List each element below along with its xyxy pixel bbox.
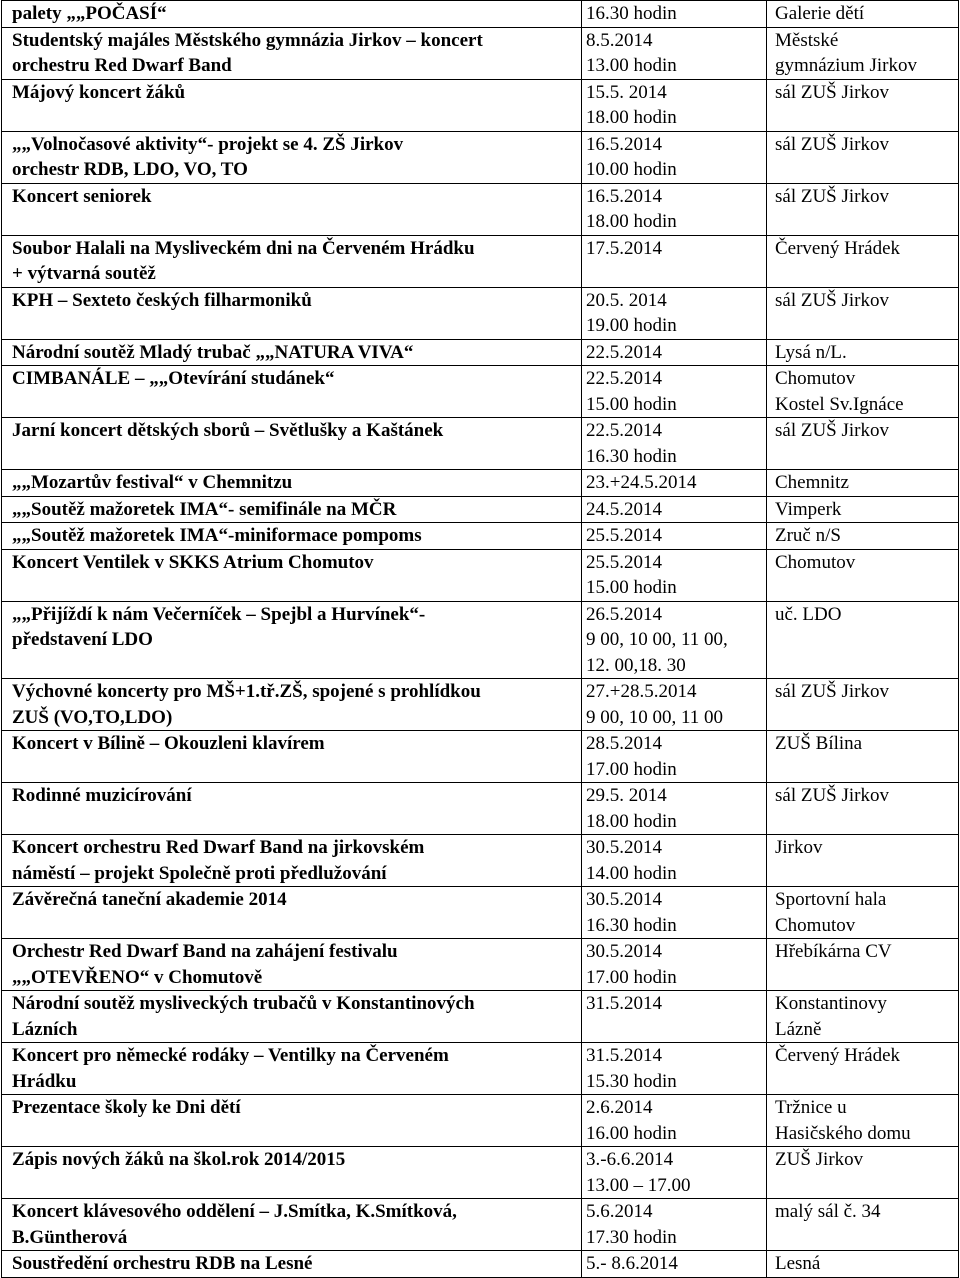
event-line: Národní soutěž Mladý trubač „„NATURA VIVA“ (12, 341, 414, 363)
date-line: 20.5. 2014 (586, 289, 667, 311)
event-cell (2, 1095, 582, 1147)
place-cell (767, 496, 959, 523)
date-cell (582, 339, 767, 366)
table-row (2, 235, 959, 287)
event-cell (2, 783, 582, 835)
date-cell (582, 235, 767, 287)
event-line: Hrádku (12, 1070, 77, 1092)
event-cell (2, 549, 582, 601)
table-row (2, 939, 959, 991)
date-cell (582, 1199, 767, 1251)
event-cell (2, 1199, 582, 1251)
place-cell (767, 887, 959, 939)
event-line: Soubor Halali na Mysliveckém dni na Červeném Hrádku (12, 237, 475, 259)
date-cell (582, 835, 767, 887)
date-cell (582, 496, 767, 523)
date-cell (582, 679, 767, 731)
event-cell (2, 496, 582, 523)
place-line: Chomutov (775, 914, 856, 936)
table-row (2, 79, 959, 131)
date-line: 13.00 – 17.00 (586, 1174, 691, 1196)
place-line: sál ZUŠ Jirkov (775, 289, 889, 311)
table-row (2, 418, 959, 470)
place-line: Chomutov (775, 551, 856, 573)
date-line: 18.00 hodin (586, 107, 677, 128)
place-cell (767, 470, 959, 497)
place-cell (767, 549, 959, 601)
event-cell (2, 418, 582, 470)
place-cell (767, 783, 959, 835)
date-line: 15.30 hodin (586, 1070, 677, 1092)
event-line: Soustředění orchestru RDB na Lesné (12, 1253, 313, 1274)
table-row (2, 496, 959, 523)
event-line: Májový koncert žáků (12, 81, 186, 103)
event-cell (2, 339, 582, 366)
place-cell (767, 1095, 959, 1147)
table-row (2, 523, 959, 550)
date-line: 5.- 8.6.2014 (586, 1253, 678, 1274)
event-line: CIMBANÁLE – „„Otevírání studánek“ (12, 368, 335, 389)
event-line: „„Mozartův festival“ v Chemnitzu (12, 472, 293, 493)
table-row (2, 1251, 959, 1278)
place-cell (767, 835, 959, 887)
event-line: Jarní koncert dětských sborů – Světlušky a Kaštánek (12, 420, 444, 441)
date-cell (582, 183, 767, 235)
place-line: Městské (775, 29, 839, 51)
place-cell (767, 131, 959, 183)
place-line: Hasičského domu (775, 1122, 911, 1144)
date-line: 31.5.2014 (586, 1045, 662, 1066)
table-row (2, 131, 959, 183)
table-row (2, 470, 959, 497)
date-cell (582, 523, 767, 550)
event-cell (2, 131, 582, 183)
table-row (2, 1043, 959, 1095)
event-cell (2, 1147, 582, 1199)
date-line: 13.00 hodin (586, 55, 677, 76)
date-line: 9 00, 10 00, 11 00 (586, 706, 724, 728)
place-line: malý sál č. 34 (775, 1201, 881, 1222)
date-cell (582, 549, 767, 601)
event-line: Prezentace školy ke Dni dětí (12, 1097, 241, 1118)
place-line: Lázně (775, 1018, 822, 1040)
date-line: 3.-6.6.2014 (586, 1149, 674, 1170)
date-line: 9 00, 10 00, 11 00, (586, 629, 728, 650)
event-line: „„OTEVŘENO“ v Chomutově (12, 966, 263, 988)
place-line: Konstantinovy (775, 993, 887, 1014)
place-line: Červený Hrádek (775, 237, 901, 259)
event-cell (2, 235, 582, 287)
place-line: Tržnice u (775, 1097, 847, 1118)
event-cell (2, 79, 582, 131)
date-line: 12. 00,18. 30 (586, 654, 686, 676)
date-line: 16.30 hodin (586, 3, 677, 24)
place-cell (767, 418, 959, 470)
place-cell (767, 79, 959, 131)
place-cell (767, 1251, 959, 1278)
date-cell (582, 1095, 767, 1147)
date-line: 10.00 hodin (586, 159, 677, 180)
place-line: sál ZUŠ Jirkov (775, 185, 889, 207)
table-row (2, 1199, 959, 1251)
event-cell (2, 366, 582, 418)
event-cell (2, 523, 582, 550)
date-line: 14.00 hodin (586, 862, 677, 884)
events-table (1, 0, 959, 1278)
place-line: Červený Hrádek (775, 1045, 901, 1066)
place-cell (767, 183, 959, 235)
date-line: 17.5.2014 (586, 237, 662, 259)
date-cell (582, 1147, 767, 1199)
date-line: 31.5.2014 (586, 993, 662, 1014)
date-cell (582, 470, 767, 497)
event-cell (2, 835, 582, 887)
date-line: 18.00 hodin (586, 211, 677, 232)
date-line: 17.00 hodin (586, 966, 677, 988)
date-cell (582, 1, 767, 28)
date-line: 2.6.2014 (586, 1097, 653, 1118)
event-cell (2, 183, 582, 235)
place-cell (767, 939, 959, 991)
date-line: 15.00 hodin (586, 393, 677, 415)
date-line: 23.+24.5.2014 (586, 472, 697, 493)
table-row (2, 183, 959, 235)
place-line: Lysá n/L. (775, 341, 847, 363)
event-line: Koncert seniorek (12, 185, 152, 207)
date-line: 8.5.2014 (586, 29, 653, 51)
date-line: 29.5. 2014 (586, 785, 667, 806)
event-line: orchestru Red Dwarf Band (12, 55, 232, 76)
place-cell (767, 1147, 959, 1199)
date-line: 27.+28.5.2014 (586, 681, 697, 702)
date-cell (582, 887, 767, 939)
event-line: Koncert orchestru Red Dwarf Band na jirkovském (12, 837, 425, 858)
event-line: orchestr RDB, LDO, VO, TO (12, 159, 248, 180)
table-row (2, 601, 959, 679)
place-line: Hřebíkárna CV (775, 941, 892, 962)
date-cell (582, 1251, 767, 1278)
event-line: představení LDO (12, 629, 153, 650)
event-line: palety „„POČASÍ“ (12, 3, 167, 24)
table-row (2, 679, 959, 731)
place-line: sál ZUŠ Jirkov (775, 133, 889, 155)
place-cell (767, 601, 959, 679)
event-cell (2, 27, 582, 79)
date-line: 22.5.2014 (586, 341, 662, 363)
place-line: sál ZUŠ Jirkov (775, 785, 889, 806)
table-row (2, 549, 959, 601)
event-cell (2, 1043, 582, 1095)
place-line: Lesná (775, 1253, 821, 1274)
date-line: 25.5.2014 (586, 525, 662, 546)
table-row (2, 783, 959, 835)
event-line: Studentský majáles Městského gymnázia Jirkov – koncert (12, 29, 483, 51)
event-line: Koncert pro německé rodáky – Ventilky na Červeném (12, 1045, 449, 1066)
place-cell (767, 366, 959, 418)
date-cell (582, 79, 767, 131)
table-row (2, 287, 959, 339)
place-line: Kostel Sv.Ignáce (775, 393, 904, 415)
event-cell (2, 601, 582, 679)
place-cell (767, 523, 959, 550)
event-cell (2, 470, 582, 497)
place-cell (767, 679, 959, 731)
place-cell (767, 731, 959, 783)
event-cell (2, 679, 582, 731)
table-row (2, 1147, 959, 1199)
event-cell (2, 731, 582, 783)
table-row (2, 731, 959, 783)
events-table-body (2, 1, 959, 1278)
place-line: Chomutov (775, 368, 856, 389)
event-cell (2, 939, 582, 991)
event-line: Rodinné muzicírování (12, 785, 192, 806)
event-line: „„Soutěž mažoretek IMA“- semifinále na MČR (12, 498, 397, 520)
event-line: Lázních (12, 1018, 78, 1040)
event-line: Národní soutěž mysliveckých trubačů v Konstantinových (12, 993, 475, 1014)
date-line: 16.5.2014 (586, 133, 662, 155)
event-line: „„Soutěž mažoretek IMA“-miniformace pompoms (12, 525, 422, 546)
date-line: 30.5.2014 (586, 941, 662, 962)
table-row (2, 887, 959, 939)
place-line: ZUŠ Bílina (775, 733, 863, 754)
event-line: B.Güntherová (12, 1226, 128, 1248)
event-line: + výtvarná soutěž (12, 263, 156, 284)
event-line: KPH – Sexteto českých filharmoniků (12, 289, 312, 311)
place-line: Galerie dětí (775, 3, 865, 24)
event-line: Koncert klávesového oddělení – J.Smítka, K.Smítková, (12, 1201, 457, 1222)
event-line: „„Přijíždí k nám Večerníček – Spejbl a Hurvínek“- (12, 603, 426, 625)
event-line: ZUŠ (VO,TO,LDO) (12, 706, 173, 728)
date-line: 30.5.2014 (586, 889, 662, 910)
place-cell (767, 235, 959, 287)
event-line: „„Volnočasové aktivity“- projekt se 4. ZŠ Jirkov (12, 133, 404, 155)
event-line: Závěrečná taneční akademie 2014 (12, 889, 287, 910)
date-line: 22.5.2014 (586, 368, 662, 389)
date-line: 28.5.2014 (586, 733, 662, 754)
date-line: 15.5. 2014 (586, 81, 667, 103)
table-row (2, 27, 959, 79)
place-cell (767, 1043, 959, 1095)
date-line: 16.5.2014 (586, 185, 662, 207)
place-cell (767, 991, 959, 1043)
event-line: Zápis nových žáků na škol.rok 2014/2015 (12, 1149, 346, 1170)
table-row (2, 366, 959, 418)
place-cell (767, 287, 959, 339)
date-line: 5.6.2014 (586, 1201, 653, 1222)
place-line: sál ZUŠ Jirkov (775, 681, 889, 702)
event-cell (2, 287, 582, 339)
event-line: Orchestr Red Dwarf Band na zahájení festivalu (12, 941, 398, 962)
date-line: 22.5.2014 (586, 420, 662, 441)
place-cell (767, 339, 959, 366)
date-cell (582, 939, 767, 991)
place-cell (767, 27, 959, 79)
place-line: ZUŠ Jirkov (775, 1149, 864, 1170)
date-cell (582, 783, 767, 835)
date-cell (582, 287, 767, 339)
date-line: 15.00 hodin (586, 577, 677, 598)
event-line: Koncert Ventilek v SKKS Atrium Chomutov (12, 551, 374, 573)
place-line: Sportovní hala (775, 889, 887, 910)
event-line: Koncert v Bílině – Okouzleni klavírem (12, 733, 325, 754)
date-line: 25.5.2014 (586, 551, 662, 573)
date-cell (582, 418, 767, 470)
date-cell (582, 601, 767, 679)
date-line: 24.5.2014 (586, 498, 662, 520)
date-line: 26.5.2014 (586, 603, 662, 625)
place-line: uč. LDO (775, 603, 842, 625)
event-line: náměstí – projekt Společně proti předlužování (12, 862, 387, 884)
date-cell (582, 27, 767, 79)
place-line: sál ZUŠ Jirkov (775, 420, 889, 441)
date-line: 16.00 hodin (586, 1122, 677, 1144)
table-row (2, 1, 959, 28)
date-line: 17.30 hodin (586, 1226, 677, 1248)
table-row (2, 339, 959, 366)
event-cell (2, 1251, 582, 1278)
date-line: 16.30 hodin (586, 914, 677, 936)
date-cell (582, 991, 767, 1043)
table-row (2, 835, 959, 887)
date-line: 30.5.2014 (586, 837, 662, 858)
date-line: 18.00 hodin (586, 810, 677, 832)
date-line: 17.00 hodin (586, 758, 677, 780)
date-cell (582, 131, 767, 183)
event-line: Výchovné koncerty pro MŠ+1.tř.ZŠ, spojené s prohlídkou (12, 681, 481, 702)
place-cell (767, 1, 959, 28)
date-cell (582, 1043, 767, 1095)
table-row (2, 991, 959, 1043)
table-row (2, 1095, 959, 1147)
date-cell (582, 366, 767, 418)
date-line: 16.30 hodin (586, 445, 677, 467)
place-line: Chemnitz (775, 472, 849, 493)
event-cell (2, 887, 582, 939)
place-cell (767, 1199, 959, 1251)
place-line: gymnázium Jirkov (775, 55, 917, 76)
place-line: sál ZUŠ Jirkov (775, 81, 889, 103)
place-line: Zruč n/S (775, 525, 841, 546)
event-cell (2, 1, 582, 28)
event-cell (2, 991, 582, 1043)
place-line: Jirkov (775, 837, 823, 858)
date-cell (582, 731, 767, 783)
date-line: 19.00 hodin (586, 315, 677, 336)
place-line: Vimperk (775, 498, 842, 520)
